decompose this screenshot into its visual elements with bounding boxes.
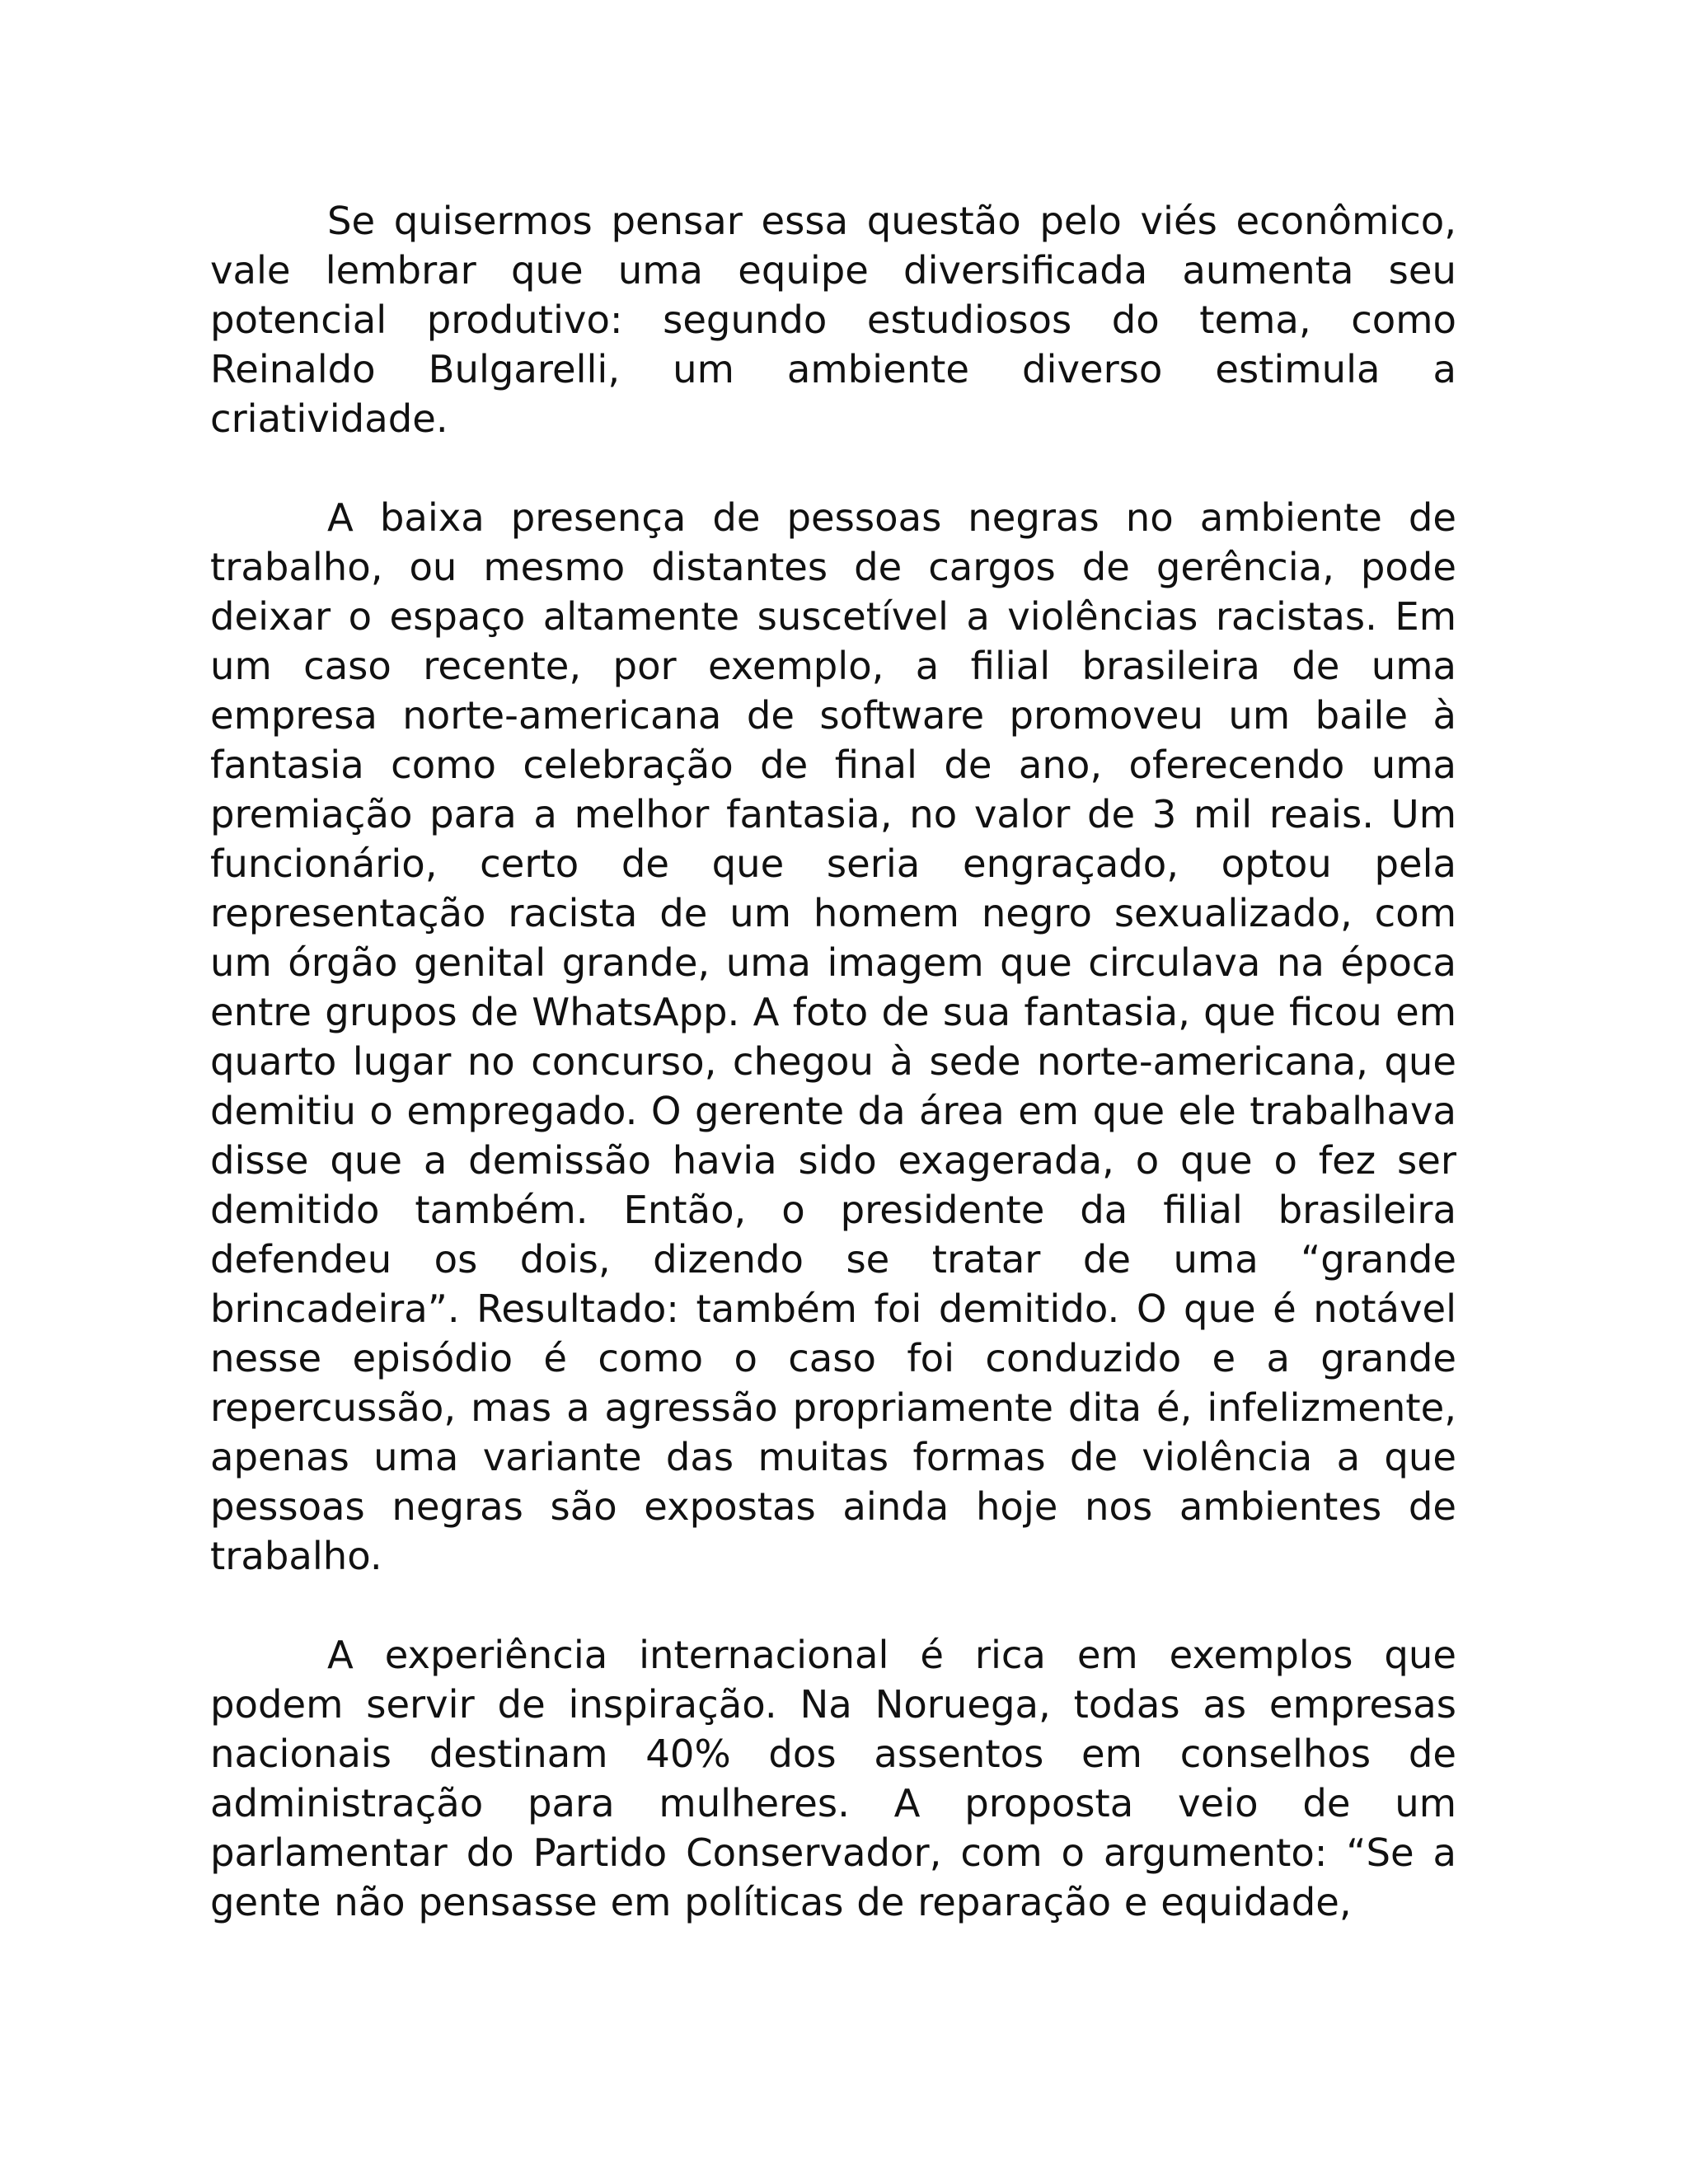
body-text [210,196,1456,1927]
paragraph-economic-view: Se quisermos pensar essa questão pelo viés econômico, vale lembrar que uma equipe diversificada aumenta seu potencial produtivo: segundo estudiosos do tema, como Reinaldo Bulgarelli, um ambiente diverso estimula a criatividade. [210,199,1456,441]
paragraph-international-experience: A experiência internacional é rica em exemplos que podem servir de inspiração. Na Noruega, todas as empresas nacionais destinam 40% dos assentos em conselhos de administração para mulheres. A proposta veio de um parlamentar do Partido Conservador, com o argumento: “Se a gente não pensasse em políticas de reparação e equidade, [210,1633,1456,1924]
paragraph-racism-at-work: A baixa presença de pessoas negras no ambiente de trabalho, ou mesmo distantes de cargos de gerência, pode deixar o espaço altamente suscetível a violências racistas. Em um caso recente, por exemplo, a filial brasileira de uma empresa norte-americana de software promoveu um baile à fantasia como celebração de final de ano, oferecendo uma premiação para a melhor fantasia, no valor de 3 mil reais. Um funcionário, certo de que seria engraçado, optou pela representação racista de um homem negro sexualizado, com um órgão genital grande, uma imagem que circulava na época entre grupos de WhatsApp. A foto de sua fantasia, que ficou em quarto lugar no concurso, chegou à sede norte-americana, que demitiu o empregado. O gerente da área em que ele trabalhava disse que a demissão havia sido exagerada, o que o fez ser demitido também. Então, o presidente da filial brasileira defendeu os dois, dizendo se tratar de uma “grande brincadeira”. Resultado: também foi demitido. O que é notável nesse episódio é como o caso foi conduzido e a grande repercussão, mas a agressão propriamente dita é, infelizmente, apenas uma variante das muitas formas de violência a que pessoas negras são expostas ainda hoje nos ambientes de trabalho. [210,495,1456,1578]
